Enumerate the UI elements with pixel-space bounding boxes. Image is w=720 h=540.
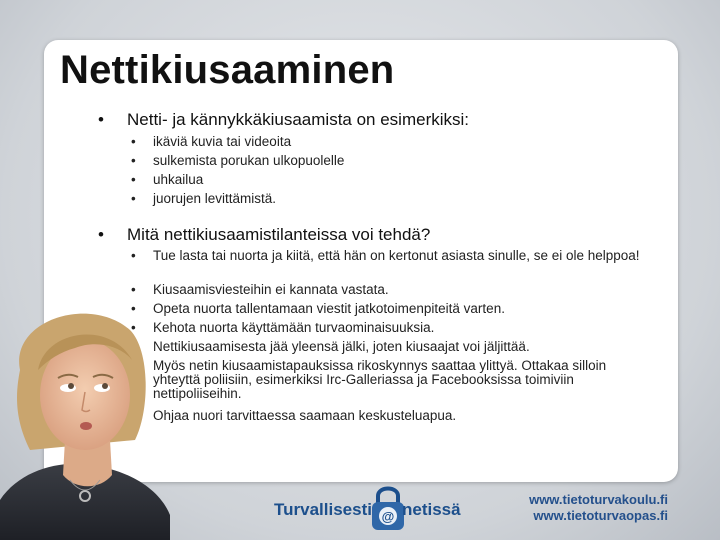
woman-thinking-photo	[0, 300, 170, 540]
bullet-icon: •	[131, 134, 136, 149]
bullet-icon: •	[131, 172, 136, 187]
bullet-icon: •	[131, 153, 136, 168]
list-item-text: ikäviä kuvia tai videoita	[153, 134, 292, 149]
list-item-text: Ohjaa nuori tarvittaessa saamaan keskusteluapua.	[153, 408, 457, 423]
logo-text-left: Turvallisesti	[274, 500, 372, 519]
list-item-text: Tue lasta tai nuorta ja kiitä, että hän on kertonut asiasta sinulle, se ei ole helppoa!	[153, 248, 640, 263]
section2-heading-item	[98, 225, 658, 247]
list-item-text: sulkemista porukan ulkopuolelle	[153, 153, 345, 168]
section1-heading-item	[98, 110, 658, 132]
bullet-icon: •	[131, 191, 136, 206]
url-tietoturvakoulu[interactable]: www.tietoturvakoulu.fi	[529, 492, 668, 507]
bullet-icon: •	[131, 301, 136, 316]
logo-text-right: netissä	[402, 500, 461, 519]
logo-at-sign: @	[381, 509, 395, 524]
bullet-icon: •	[131, 320, 136, 335]
list-item-text: juorujen levittämistä.	[153, 191, 277, 206]
section2-heading: Mitä nettikiusaamistilanteissa voi tehdä?	[127, 225, 431, 244]
turvallisesti-netissa-logo	[274, 482, 494, 532]
bullet-icon: •	[131, 282, 136, 297]
bullet-icon: •	[98, 225, 104, 244]
list-item-text: Nettikiusaamisesta jää yleensä jälki, joten kiusaajat voi jäljittää.	[153, 339, 530, 354]
list-item-text: Kehota nuorta käyttämään turvaominaisuuksia.	[153, 320, 435, 335]
list-item-text: Opeta nuorta tallentamaan viestit jatkotoimenpiteitä varten.	[153, 301, 505, 316]
bullet-icon: •	[131, 248, 136, 263]
list-item-text: Myös netin kiusaamistapauksissa rikoskynnys saattaa ylittyä. Ottakaa silloin yhteyttä poliisiin, esimerkiksi Irc-Galleriassa ja Facebooksissa toimiviin nettipoliiseihin.	[153, 358, 607, 401]
list-item-text: uhkailua	[153, 172, 204, 187]
list-item-text: Kiusaamisviesteihin ei kannata vastata.	[153, 282, 389, 297]
bullet-icon: •	[98, 110, 104, 129]
url-tietoturvaopas[interactable]: www.tietoturvaopas.fi	[533, 508, 668, 523]
section1-heading: Netti- ja kännykkäkiusaamista on esimerkiksi:	[127, 110, 470, 129]
slide-title: Nettikiusaaminen	[60, 48, 395, 92]
